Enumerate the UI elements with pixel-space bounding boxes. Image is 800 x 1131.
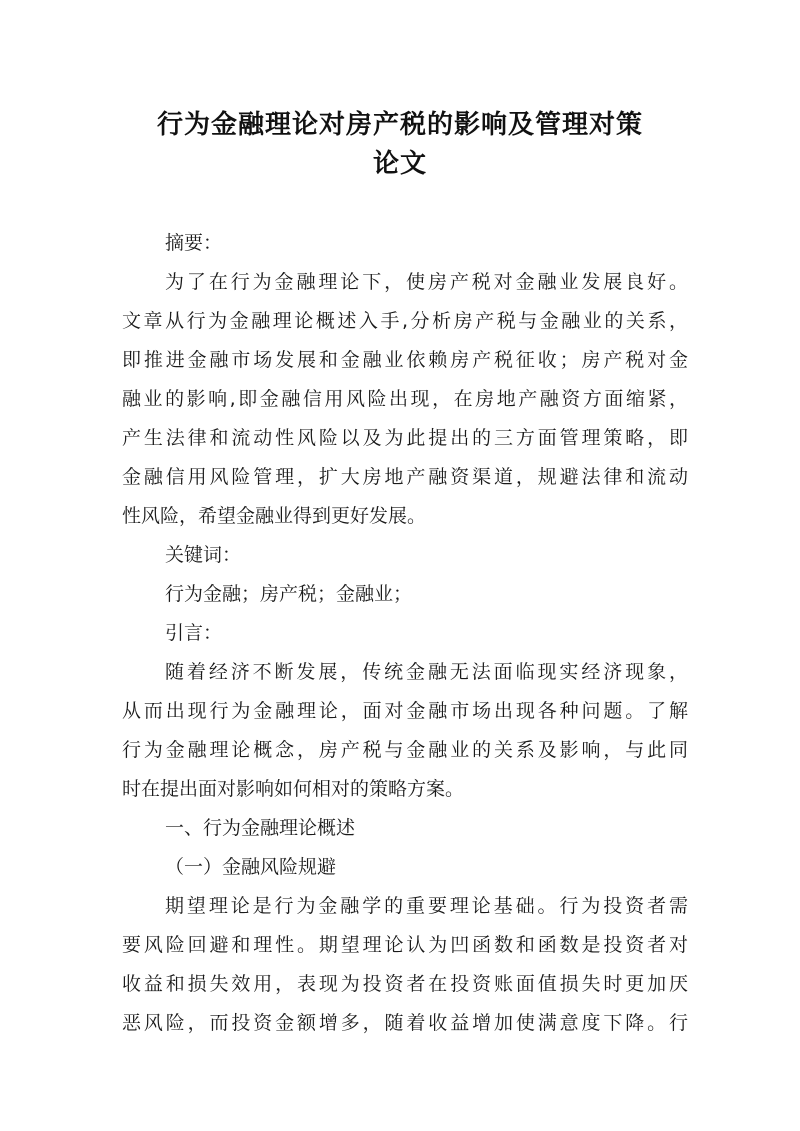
section-line: 收益和损失效用，表现为投资者在投资账面值损失时更加厌 xyxy=(122,973,688,995)
keywords-heading: 关键词： xyxy=(165,544,242,566)
abstract-line: 金融信用风险管理，扩大房地产融资渠道，规避法律和流动 xyxy=(122,466,688,488)
intro-line: 从而出现行为金融理论，面对金融市场出现各种问题。了解 xyxy=(122,700,688,722)
intro-line: 随着经济不断发展，传统金融无法面临现实经济现象， xyxy=(165,661,688,683)
abstract-line: 文章从行为金融理论概述入手,分析房产税与金融业的关系， xyxy=(122,310,688,332)
document-body xyxy=(122,224,688,1043)
intro-line: 行为金融理论概念，房产税与金融业的关系及影响，与此同 xyxy=(122,739,688,761)
abstract-line: 融业的影响,即金融信用风险出现，在房地产融资方面缩紧， xyxy=(122,388,688,410)
subsection-heading: （一）金融风险规避 xyxy=(165,856,337,878)
section-heading: 一、行为金融理论概述 xyxy=(165,817,356,839)
section-line: 要风险回避和理性。期望理论认为凹函数和函数是投资者对 xyxy=(122,934,688,956)
document-title-line-2: 论文 xyxy=(372,149,427,179)
abstract-line: 性风险，希望金融业得到更好发展。 xyxy=(122,505,427,527)
section-line: 恶风险，而投资金额增多，随着收益增加使满意度下降。行 xyxy=(122,1012,688,1034)
section-line: 期望理论是行为金融学的重要理论基础。行为投资者需 xyxy=(165,895,688,917)
document-title-line-1: 行为金融理论对房产税的影响及管理对策 xyxy=(156,110,643,140)
intro-heading: 引言： xyxy=(165,622,223,644)
keywords-text: 行为金融；房产税；金融业； xyxy=(165,583,413,605)
abstract-line: 即推进金融市场发展和金融业依赖房产税征收；房产税对金 xyxy=(122,349,688,371)
abstract-line: 为了在行为金融理论下，使房产税对金融业发展良好。 xyxy=(165,271,688,293)
abstract-heading: 摘要： xyxy=(165,232,223,254)
abstract-line: 产生法律和流动性风险以及为此提出的三方面管理策略，即 xyxy=(122,427,688,449)
intro-line: 时在提出面对影响如何相对的策略方案。 xyxy=(122,778,465,800)
